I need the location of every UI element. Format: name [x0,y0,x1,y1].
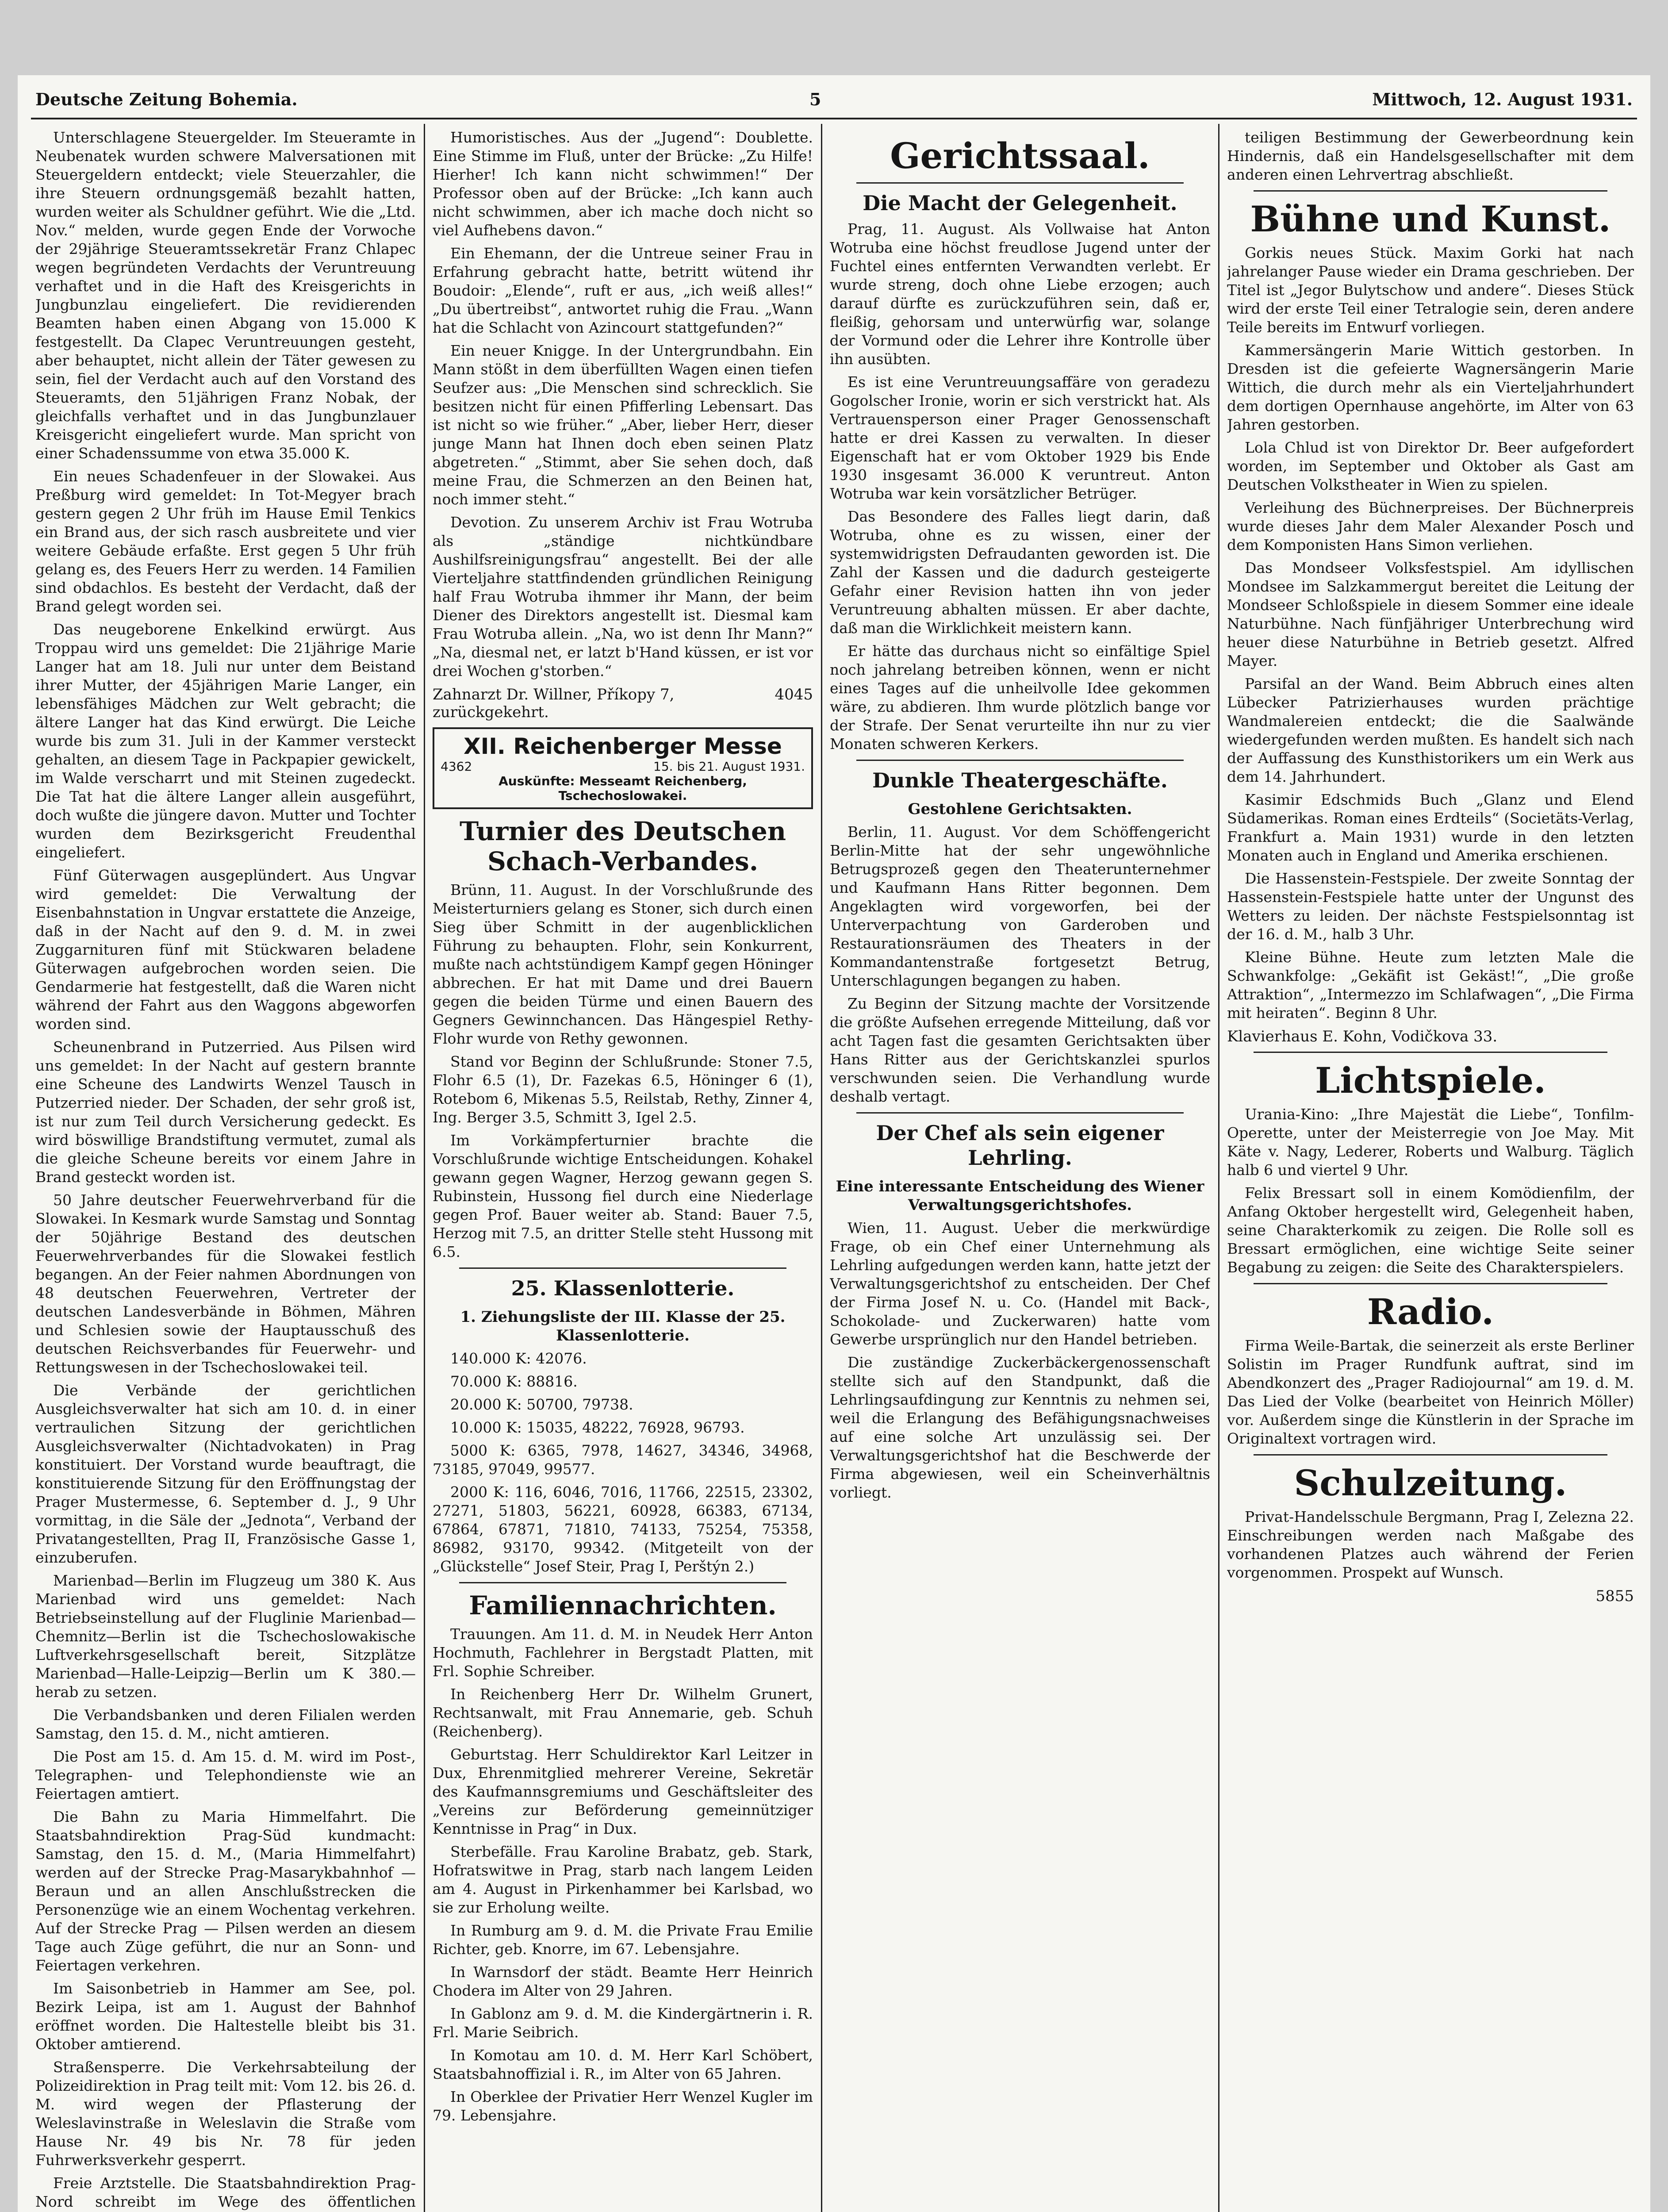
article-text: Marienbad—Berlin im Flugzeug um 380 K. Aus Marienbad wird uns gemeldet: Nach Betriebseinstellung auf der Fluglinie Marienbad—Chemnitz—Berlin ist die Tschechoslowakische Luftverkehrsgesellschaft bereit, Sitzplätze Marienbad—Halle-Leipzig—Berlin um K 380.— herab zu setzen. [35,1572,416,1701]
article-text: Die zuständige Zuckerbäckergenossenschaft stellte sich auf den Standpunkt, daß die Lehrlingsaufdingung zur Kenntnis zu nehmen sei, weil die Erlangung des Befähigungsnachweises auf eine solche Art unzulässig sei. Der Verwaltungsgerichtshof hat die Beschwerde der Firma abgewiesen, weil ein Scheinverhältnis vorliegt. [830,1354,1210,1501]
fair-dates-line [441,759,805,774]
piano-shop-text: Klavierhaus E. Kohn, Vodičkova 33. [1227,1028,1498,1045]
article-text: Geburtstag. Herr Schuldirektor Karl Leitzer in Dux, Ehrenmitglied mehrerer Vereine, Sekretär des Kaufmannsgremiums und Geschäftsleiter des „Vereins zur Beförderung gemeinnütziger Kenntnisse in Prag“ in Dux. [433,1746,813,1837]
dentist-notice [433,686,813,721]
lottery-line: 5000 K: 6365, 7978, 14627, 34346, 34968, 73185, 97049, 99577. [433,1442,813,1478]
piano-shop-notice [1227,1028,1634,1045]
divider [856,760,1184,761]
masthead-right: Mittwoch, 12. August 1931. [1372,89,1633,109]
article-text: Ein Ehemann, der die Untreue seiner Frau in Erfahrung gebracht hatte, betritt wütend ihr Boudoir: „Elende“, ruft er aus, „ich weiß alles!“ „Du übertreibst“, antwortet ruhig die Frau. „Wann hat die Schlacht von Azincourt stattgefunden?“ [433,245,813,336]
article-text: Privat-Handelsschule Bergmann, Prag I, Zelezna 22. Einschreibungen werden nach Maßgabe des vorhandenen Platzes auch während der Ferien vorgenommen. Prospekt auf Wunsch. [1227,1508,1634,1581]
article-text: Berlin, 11. August. Vor dem Schöffengericht Berlin-Mitte hat der sehr ungewöhnliche Betrugsprozeß gegen den Theaterunternehmer und Kaufmann Hans Ritter begonnen. Dem Angeklagten wird vorgeworfen, bei der Unterverpachtung von Garderoben und Restaurationsräumen des Theaters in der Kommandantenstraße fortgesetzt Betrug, Unterschlagungen begangen zu haben. [830,823,1210,989]
family-heading: Familiennachrichten. [469,1590,777,1621]
article-text: Das Mondseer Volksfestspiel. Am idyllischen Mondsee im Salzkammergut bereitet die Leitung der Mondseer Schloßspiele in diesem Sommer eine ideale Naturbühne. Nach fünfjähriger Unterbrechung wird heuer diese Naturbühne in Betrieb gesetzt. Alfred Mayer. [1227,559,1634,669]
divider [1254,1283,1607,1284]
article-text: Parsifal an der Wand. Beim Abbruch eines alten Lübecker Patrizierhauses wurden prächtige Wandmalereien entdeckt; die die Saalwände wiedergefunden werden mußten. Es handelt sich nach der Auffassung des Kunsthistorikers um ein Werk aus dem 14. Jahrhundert. [1227,675,1634,785]
lottery-line: 2000 K: 116, 6046, 7016, 11766, 22515, 23302, 27271, 51803, 56221, 60928, 66383, 67134, 67864, 67871, 71810, 74133, 75254, 75358, 86982, 93170, 99342. (Mitgeteilt von der „Glückstelle“ Josef Steir, Prag I, Perštýn 2.) [433,1483,813,1575]
column-4 [1227,128,1634,2212]
divider [459,1267,786,1269]
article-text: Lola Chlud ist von Direktor Dr. Beer aufgefordert worden, im September und Oktober als Gast am Deutschen Volkstheater in Wien zu spielen. [1227,439,1634,493]
divider [459,1582,786,1583]
lottery-heading: 25. Klassenlotterie. [511,1276,735,1300]
article-text: Stand vor Beginn der Schlußrunde: Stoner 7.5, Flohr 6.5 (1), Dr. Fazekas 6.5, Höninger 6 (1), Rotebom 6, Mikenas 5.5, Reilstab, Rethy, Zinner 4, Ing. Berger 3.5, Schmitt 3, Igel 2.5. [433,1053,813,1126]
masthead-rule [31,118,1637,119]
newspaper-page [18,75,1650,2212]
article-text: Ein neues Schadenfeuer in der Slowakei. Aus Preßburg wird gemeldet: In Tot-Megyer brach gestern gegen 2 Uhr früh im Hause Emil Tenkics ein Brand aus, der sich rasch ausbreitete und vier weitere Gebäude erfaßte. Erst gegen 5 Uhr früh gelang es, des Feuers Herr zu werden. 14 Familien sind obdachlos. Es besteht der Verdacht, daß der Brand gelegt worden sei. [35,468,416,615]
school-notice-number [1227,1587,1634,1605]
fair-advertisement [433,727,813,809]
article-text: Zu Beginn der Sitzung machte der Vorsitzende die größte Aufsehen erregende Mitteilung, daß vor acht Tagen fast die gesamten Gerichtsakten über Hans Ritter aus der Gerichtskanzlei spurlos verschwunden seien. Die Verhandlung wurde deshalb vertagt. [830,995,1210,1105]
column-1 [35,128,416,2212]
column-3 [830,128,1210,2212]
fair-info: Auskünfte: Messeamt Reichenberg, Tschechoslowakei. [498,774,747,803]
fair-number: 4362 [441,759,472,774]
chess-heading: Turnier des Deutschen Schach-Verbandes. [459,816,786,876]
article-text: Es ist eine Veruntreuungsaffäre von geradezu Gogolscher Ironie, worin er sich verstrickt hat. Als Vertrauensperson einer Prager Genossenschaft hatte er drei Kassen zu verwalten. In dieser Eigenschaft hat er vom Oktober 1929 bis Ende 1930 insgesamt 36.000 K veruntreut. Anton Wotruba war kein vorsätzlicher Betrüger. [830,373,1210,502]
article-text: Devotion. Zu unserem Archiv ist Frau Wotruba als „ständige nichtkündbare Aushilfsreinigungsfrau“ angestellt. Bei der alle Vierteljahre stattfindenden gründlichen Reinigung half Frau Wotruba ihmmer ihr Mann, der beim Diener des Direktors angestellt ist. Diesmal kam Frau Wotruba allein. „Na, wo ist denn Ihr Mann?“ „Na, diesmal net, er latzt b'Hand küssen, er ist vor drei Wochen g'storben.“ [433,514,813,680]
divider [856,1112,1184,1114]
column-rule [424,124,425,2212]
article-text: teiligen Bestimmung der Gewerbeordnung kein Hindernis, daß ein Handelsgesellschafter mit dem anderen einen Lehrvertrag abschließt. [1227,129,1634,183]
article-text: Die Verbände der gerichtlichen Ausgleichsverwalter hat sich am 10. d. in einer vertraulichen Sitzung der gerichtlichen Ausgleichsverwalter (Nichtadvokaten) in Prag konstituiert. Der Vorstand wurde beauftragt, die konstituierende Sitzung für den Eröffnungstag der Prager Mustermesse, 6. September d. J., 9 Uhr vormittag, in die Säle der „Jednota“, Verband der Privatangestellten, Prag II, Französische Gasse 1, einzuberufen. [35,1382,416,1566]
article-text: Freie Arztstelle. Die Staatsbahndirektion Prag-Nord schreibt im Wege des öffentlichen [35,2174,416,2210]
article-text: Felix Bressart soll in einem Komödienfilm, der Anfang Oktober hergestellt wird, Gelegenheit haben, seine Charakterkomik zu zeigen. Die Rolle soll es Bressart ermöglichen, eine wichtige Seite seiner Begabung zu zeigen: die Seite des Charakterspielers. [1227,1184,1634,1276]
article-text: Er hätte das durchaus nicht so einfältige Spiel noch jahrelang betreiben können, wenn er nicht eines Tages auf die unheilvolle Idee gekommen wäre, zu abdieren. Ihm wurde plötzlich bange vor der Strafe. Der Senat verurteilte ihn nur zu vier Monaten schweren Kerkers. [830,642,1210,753]
article-text: Kammersängerin Marie Wittich gestorben. In Dresden ist die gefeierte Wagnersängerin Marie Wittich, die durch mehr als ein Vierteljahrhundert dem dortigen Opernhause angehörte, im Alter von 63 Jahren gestorben. [1227,342,1634,433]
article-text: Die Hassenstein-Festspiele. Der zweite Sonntag der Hassenstein-Festspiele hatte unter der Ungunst des Wetters zu leiden. Der nächste Festspielsonntag ist der 16. d. M., halb 3 Uhr. [1227,870,1634,943]
article-text: In Gablonz am 9. d. M. die Kindergärtnerin i. R. Frl. Marie Seibrich. [433,2005,813,2041]
article-text: Das Besondere des Falles liegt darin, daß Wotruba, ohne es zu wissen, einer der systemwidrigsten Defraudanten geworden ist. Die Zahl der Kassen und die dadurch gesteigerte Gefahr einer Revision hatten ihn von jeder Veruntreuung abhalten müssen. Er aber dachte, daß man die Wirklichkeit meistern kann. [830,508,1210,637]
article-heading: Dunkle Theatergeschäfte. [872,768,1168,792]
dentist-notice-number: 4045 [775,686,813,703]
article-text: Die Post am 15. d. Am 15. d. M. wird im Post-, Telegraphen- und Telephondienste wie an Feiertagen amtiert. [35,1748,416,1802]
court-heading: Gerichtssaal. [890,135,1150,177]
article-text: Gorkis neues Stück. Maxim Gorki hat nach jahrelanger Pause wieder ein Drama geschrieben. Der Titel ist „Jegor Bulytschow und andere“. Dieses Stück wird der erste Teil einer Tetralogie sein, deren andere Teile bereits im Entwurf vorliegen. [1227,244,1634,336]
column-2 [433,128,813,2212]
dentist-notice-text: Zahnarzt Dr. Willner, Příkopy 7, zurückgekehrt. [433,686,675,721]
article-text: Kleine Bühne. Heute zum letzten Male die Schwankfolge: „Gekäfit ist Gekäst!“, „Die große Attraktion“, „Intermezzo im Schlafwagen“, „Die Firma mit heiraten“. Beginn 8 Uhr. [1227,949,1634,1022]
column-rule [1218,124,1219,2212]
article-text: Im Saisonbetrieb in Hammer am See, pol. Bezirk Leipa, ist am 1. August der Bahnhof eröffnet worden. Die Haltestelle bleibt bis 31. Oktober amtierend. [35,1980,416,2053]
article-heading: Die Macht der Gelegenheit. [863,191,1177,215]
article-text: Die Bahn zu Maria Himmelfahrt. Die Staatsbahndirektion Prag-Süd kundmacht: Samstag, den 15. d. M., (Maria Himmelfahrt) werden auf der Strecke Prag-Masarykbahnhof — Beraun und an allen Anschlußstrecken die Personenzüge wie an einem Wochentag verkehren. Auf der Strecke Prag — Pilsen werden an diesem Tage auch Züge geführt, die nur an Sonn- und Feiertagen verkehren. [35,1808,416,1974]
article-text: Unterschlagene Steuergelder. Im Steueramte in Neubenatek wurden schwere Malversationen mit Steuergeldern entdeckt; viele Steuerzahler, die ihre Steuern ordnungsgemäß bezahlt hatten, wurden weiter als Schuldner geführt. Wie die „Ltd. Nov.“ melden, wurde gegen Ende der Vorwoche der 29jährige Steueramtssekretär Franz Chlapec wegen begründeten Verdachts der Veruntreuung verhaftet und in die Haft des Kreisgerichts in Jungbunzlau eingeliefert. Die revidierenden Beamten haben einen Abgang von 15.000 K festgestellt. Da Clapec Veruntreuungen gesteht, aber behauptet, nicht allein der Täter gewesen zu sein, fiel der Verdacht auch auf den Vorstand des Steueramts, den 51jährigen Franz Nobak, der gleichfalls verhaftet und in das Jungbunzlauer Kreisgericht eingeliefert wurde. Man spricht von einer Schadenssumme von etwa 35.000 K. [35,129,416,462]
article-text: In Rumburg am 9. d. M. die Private Frau Emilie Richter, geb. Knorre, im 67. Lebensjahre. [433,1922,813,1958]
article-text: Das neugeborene Enkelkind erwürgt. Aus Troppau wird uns gemeldet: Die 21jährige Marie Langer hat am 18. Juli nur unter dem Beistand ihrer Mutter, der 45jährigen Marie Langer, ein lebensfähiges Mädchen zur Welt gebracht; die ältere Langer hat das Kind erwürgt. Die Leiche wurde bis zum 31. Juli in der Kammer versteckt gehalten, an diesem Tage in Packpapier gewickelt, im Walde verscharrt und mit Steinen zugedeckt. Die Tat hat die ältere Langer allein ausgeführt, doch wußte die jüngere davon. Mutter und Tochter wurden dem Bezirksgericht Freudenthal eingeliefert. [35,621,416,861]
article-text: In Reichenberg Herr Dr. Wilhelm Grunert, Rechtsanwalt, mit Frau Annemarie, geb. Schuh (Reichenberg). [433,1686,813,1740]
article-text: Verleihung des Büchnerpreises. Der Büchnerpreis wurde dieses Jahr dem Maler Alexander Posch und dem Komponisten Hans Simon verliehen. [1227,499,1634,553]
article-text: Brünn, 11. August. In der Vorschlußrunde des Meisterturniers gelang es Stoner, sich durch einen Sieg über Schmitt in der augenblicklichen Führung zu behaupten. Flohr, sein Konkurrent, mußte nach achtstündigem Kampf gegen Höninger abbrechen. Er hat mit Dame und drei Bauern gegen die beiden Türme und einen Bauern des Gegners Gewinnchancen. Das Hängespiel Rethy-Flohr wurde von Rethy gewonnen. [433,881,813,1047]
page-number: 5 [809,89,821,109]
lottery-line: 10.000 K: 15035, 48222, 76928, 96793. [450,1419,745,1436]
article-subheading: Eine interessante Entscheidung des Wiener Verwaltungsgerichtshofes. [836,1178,1204,1214]
article-text: In Oberklee der Privatier Herr Wenzel Kugler im 79. Lebensjahre. [433,2088,813,2124]
article-text: Prag, 11. August. Als Vollwaise hat Anton Wotruba eine höchst freudlose Jugend unter der Fuchtel eines entfernten Verwandten verlebt. Er wurde streng, doch ohne Liebe erzogen; auch darauf dürfte es zurückzuführen sein, daß er, fleißig, gehorsam und unterwürfig war, solange der Vormund oder die Lehrer ihre Kontrolle über ihn ausübten. [830,220,1210,368]
article-text: Im Vorkämpferturnier brachte die Vorschlußrunde wichtige Entscheidungen. Kohakel gewann gegen Wagner, Herzog gewann gegen S. Rubinstein, Hussong fiel durch eine Niederlage gegen Prof. Bauer weiter ab. Stand: Bauer 7.5, Herzog mit 7.5, an dritter Stelle steht Hussong mit 6.5. [433,1132,813,1260]
article-text: In Warnsdorf der städt. Beamte Herr Heinrich Chodera im Alter von 29 Jahren. [433,1963,813,1999]
notice-number: 5855 [1595,1587,1634,1605]
fair-title: XII. Reichenberger Messe [464,733,782,759]
column-rule [821,124,822,2212]
article-text: Kasimir Edschmids Buch „Glanz und Elend Südamerikas. Roman eines Erdteils“ (Societäts-Verlag, Frankfurt a. Main 1931) wurde in den letzten Monaten auch in England und Amerika erschienen. [1227,791,1634,864]
article-text: Wien, 11. August. Ueber die merkwürdige Frage, ob ein Chef einer Unternehmung als Lehrling aufgedungen werden kann, hatte jetzt der Verwaltungsgerichtshof zu entscheiden. Der Chef der Firma Josef N. u. Co. (Handel mit Back-, Schokolade- und Zuckerwaren) hatte vom Gewerbe ursprünglich nur den Handel betrieben. [830,1219,1210,1348]
arts-heading: Bühne und Kunst. [1250,198,1611,240]
article-text: Trauungen. Am 11. d. M. in Neudek Herr Anton Hochmuth, Fachlehrer in Bergstadt Platten, mit Frl. Sophie Schreiber. [433,1625,813,1680]
article-text: 50 Jahre deutscher Feuerwehrverband für die Slowakei. In Kesmark wurde Samstag und Sonntag der 50jährige Bestand des deutschen Feuerwehrverbandes für die Slowakei festlich begangen. An der Feier nahmen Abordnungen von 48 deutschen Feuerwehren, Vertreter der deutschen Landesverbände in Böhmen, Mähren und Schlesien sowie der Hauptausschuß des deutschen Reichsverbandes für Feuerwehr- und Rettungswesen in der Tschechoslowakei teil. [35,1191,416,1376]
article-text: Firma Weile-Bartak, die seinerzeit als erste Berliner Solistin im Prager Rundfunk auftrat, sind im Abendkonzert des „Prager Radiojournal“ am 19. d. M. Das Lied der Volke (bearbeitet von Heinrich Möller) vor. Außerdem singe die Künstlerin in der Sprache im Originaltext vortragen wird. [1227,1337,1634,1447]
divider [1254,1454,1607,1455]
cinema-heading: Lichtspiele. [1315,1060,1546,1101]
article-text: Humoristisches. Aus der „Jugend“: Doublette. Eine Stimme im Fluß, unter der Brücke: „Zu Hilfe! Hierher! Ich kann nicht schwimmen!“ Der Professor oben auf der Brücke: „Ich kann auch nicht schwimmen, aber ich mache doch nicht so viel Aufhebens davon.“ [433,129,813,239]
article-text: Ein neuer Knigge. In der Untergrundbahn. Ein Mann stößt in dem überfüllten Wagen einen tiefen Seufzer aus: „Die Menschen sind schrecklich. Sie besitzen nicht für einen Pfifferling Lebensart. Das ist nicht so wie früher.“ „Aber, lieber Herr, dieser junge Mann hat Ihnen doch eben seinen Platz abgetreten.“ „Stimmt, aber Sie sehen doch, daß meine Frau, die Schmerzen an den Beinen hat, noch immer steht.“ [433,342,813,508]
lottery-line: 140.000 K: 42076. [450,1350,587,1367]
divider [856,182,1184,184]
school-heading: Schulzeitung. [1294,1462,1567,1504]
article-text: In Komotau am 10. d. M. Herr Karl Schöbert, Staatsbahnoffizial i. R., im Alter von 65 Jahren. [433,2047,813,2082]
divider [1254,190,1607,192]
article-text: Sterbefälle. Frau Karoline Brabatz, geb. Stark, Hofratswitwe in Prag, starb nach langem Leiden am 4. August in Pirkenhammer bei Karlsbad, wo sie zur Erholung weilte. [433,1843,813,1916]
article-subheading: Gestohlene Gerichtsakten. [908,800,1132,818]
article-text: Fünf Güterwagen ausgeplündert. Aus Ungvar wird gemeldet: Die Verwaltung der Eisenbahnstation in Ungvar erstattete die Anzeige, daß in der Nacht auf den 9. d. M. in zwei Zuggarnituren fünf mit Stückwaren beladene Güterwagen aufgebrochen worden seien. Die Gendarmerie hat festgestellt, daß die Waren nicht während der Fahrt aus den Waggons abgeworfen worden sind. [35,867,416,1033]
article-heading: Der Chef als sein eigener Lehrling. [876,1121,1164,1170]
lottery-subheading: 1. Ziehungsliste der III. Klasse der 25. Klassenlotterie. [460,1308,786,1344]
masthead-left: Deutsche Zeitung Bohemia. [35,89,298,109]
fair-dates: 15. bis 21. August 1931. [653,759,805,774]
lottery-line: 20.000 K: 50700, 79738. [450,1396,633,1413]
article-text: Straßensperre. Die Verkehrsabteilung der Polizeidirektion in Prag teilt mit: Vom 12. bis 26. d. M. wird wegen der Pflasterung der Weleslavinstraße in Weleslavin die Straße vom Hause Nr. 49 bis Nr. 78 für jeden Fuhrwerksverkehr gesperrt. [35,2058,416,2169]
divider [1254,1052,1607,1053]
article-text: Die Verbandsbanken und deren Filialen werden Samstag, den 15. d. M., nicht amtieren. [35,1706,416,1742]
article-text: Urania-Kino: „Ihre Majestät die Liebe“, Tonfilm-Operette, unter der Meisterregie von Joe May. Mit Käte v. Nagy, Lederer, Roberts und Walburg. Täglich halb 6 und viertel 9 Uhr. [1227,1106,1634,1179]
radio-heading: Radio. [1367,1291,1494,1333]
lottery-line: 70.000 K: 88816. [450,1373,578,1390]
article-text: Scheunenbrand in Putzerried. Aus Pilsen wird uns gemeldet: In der Nacht auf gestern brannte eine Scheune des Landwirts Wenzel Tausch in Putzerried nieder. Der Schaden, der sehr groß ist, ist nur zum Teil durch Versicherung gedeckt. Es wird böswillige Brandstiftung vermutet, zumal als die gleiche Scheune bereits vor einem Jahre in Brand gesteckt worden ist. [35,1038,416,1186]
